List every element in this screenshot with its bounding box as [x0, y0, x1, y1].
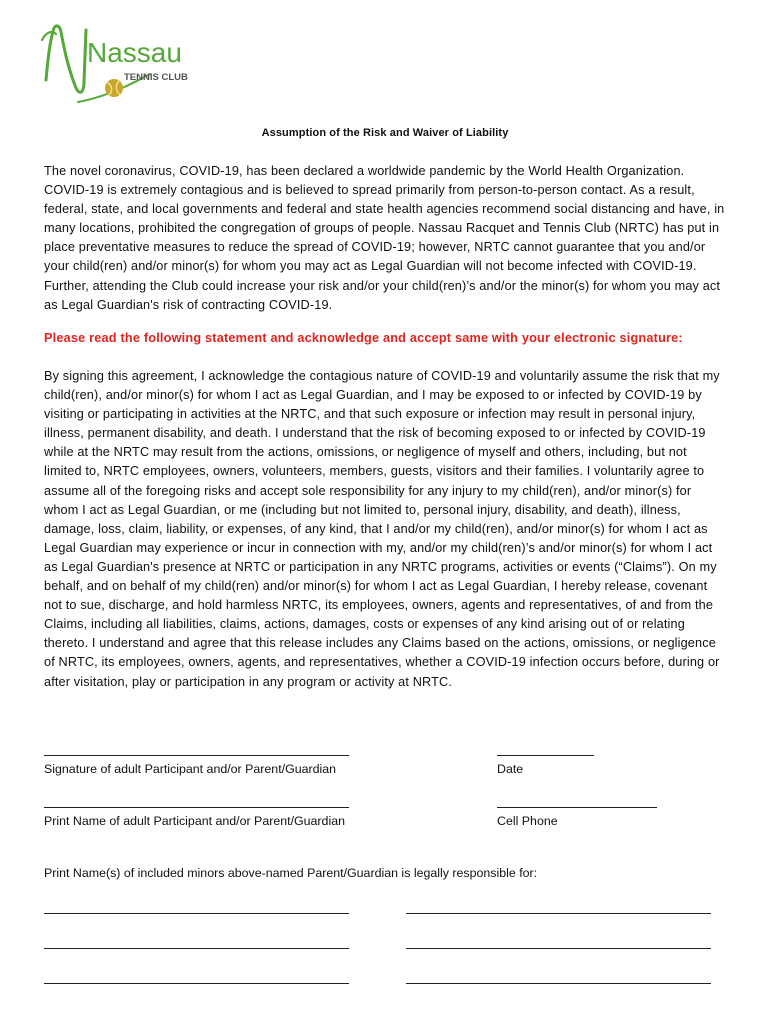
- date-label: Date: [497, 762, 524, 776]
- signature-label: Signature of adult Participant and/or Parent/Guardian: [44, 762, 337, 776]
- signature-line[interactable]: [44, 755, 349, 756]
- cell-phone-label: Cell Phone: [497, 814, 558, 828]
- date-line[interactable]: [497, 755, 594, 756]
- minor-name-line[interactable]: [406, 983, 711, 984]
- logo-n-stroke: [46, 26, 86, 92]
- logo-graphic: [40, 18, 190, 110]
- minors-intro: Print Name(s) of included minors above-named Parent/Guardian is legally responsible for:: [44, 866, 538, 880]
- minor-name-line[interactable]: [44, 948, 349, 949]
- minor-name-line[interactable]: [44, 913, 349, 914]
- print-name-label: Print Name of adult Participant and/or Parent/Guardian: [44, 814, 345, 828]
- document-title: Assumption of the Risk and Waiver of Liability: [261, 127, 509, 139]
- logo-wordmark: Nassau: [87, 37, 182, 68]
- minor-name-line[interactable]: [406, 913, 711, 914]
- intro-paragraph: The novel coronavirus, COVID-19, has been declared a worldwide pandemic by the World Health Organization. COVID-19 is extremely contagious and is believed to spread primarily from person-to-person contact. As a result, federal, state, and local governments and federal and state health agencies recommend social distancing and have, in many locations, prohibited the congregation of groups of people. Nassau Racquet and Tennis Club (NRTC) has put in place preventative measures to reduce the spread of COVID-19; however, NRTC cannot guarantee that you and/or your child(ren) and/or minor(s) for whom you may act as Legal Guardian will not become infected with COVID-19. Further, attending the Club could increase your risk and/or your child(ren)’s and/or the minor(s) for whom you may act as Legal Guardian's risk of contracting COVID-19.: [44, 164, 725, 312]
- minor-name-line[interactable]: [406, 948, 711, 949]
- cell-phone-line[interactable]: [497, 807, 657, 808]
- signature-notice: Please read the following statement and acknowledge and accept same with your electronic signature:: [44, 331, 683, 345]
- agreement-paragraph: By signing this agreement, I acknowledge the contagious nature of COVID-19 and voluntarily assume the risk that my child(ren), and/or minor(s) for whom I act as Legal Guardian, and I may be exposed to or infected by COVID-19 by visiting or participating in activities at the NRTC, and that such exposure or infection may result in personal injury, illness, permanent disability, and death. I understand that the risk of becoming exposed to or infected by COVID-19 while at the NRTC may result from the actions, omissions, or negligence of myself and others, including, but not limited to, NRTC employees, owners, volunteers, members, guests, visitors and their families. I voluntarily agree to assume all of the foregoing risks and accept sole responsibility for any injury to my child(ren), and/or minor(s) for whom I act as Legal Guardian, or me (including but not limited to, personal injury, disability, and death), illness, damage, loss, claim, liability, or expenses, of any kind, that I and/or my child(ren), and/or minor(s) for whom I act as Legal Guardian may experience or incur in connection with my, and/or my child(ren)’s and/or minor(s) for whom I act as Legal Guardian's presence at NRTC or participation in any NRTC programs, activities or events (“Claims”). On my behalf, and on behalf of my child(ren) and/or minor(s) for whom I act as Legal Guardian, I hereby release, covenant not to sue, discharge, and hold harmless NRTC, its employees, owners, agents and representatives, of and from the Claims, including all liabilities, claims, actions, damages, costs or expenses of any kind arising out of or relating thereto. I understand and agree that this release includes any Claims based on the actions, omissions, or negligence of NRTC, its employees, owners, agents, and representatives, whether a COVID-19 infection occurs before, during or after visitation, play or participation in any program or activity at NRTC.: [44, 369, 720, 689]
- minor-name-line[interactable]: [44, 983, 349, 984]
- logo-subtitle: TENNIS CLUB: [124, 72, 188, 83]
- nassau-tennis-club-logo: [40, 18, 190, 110]
- print-name-line[interactable]: [44, 807, 349, 808]
